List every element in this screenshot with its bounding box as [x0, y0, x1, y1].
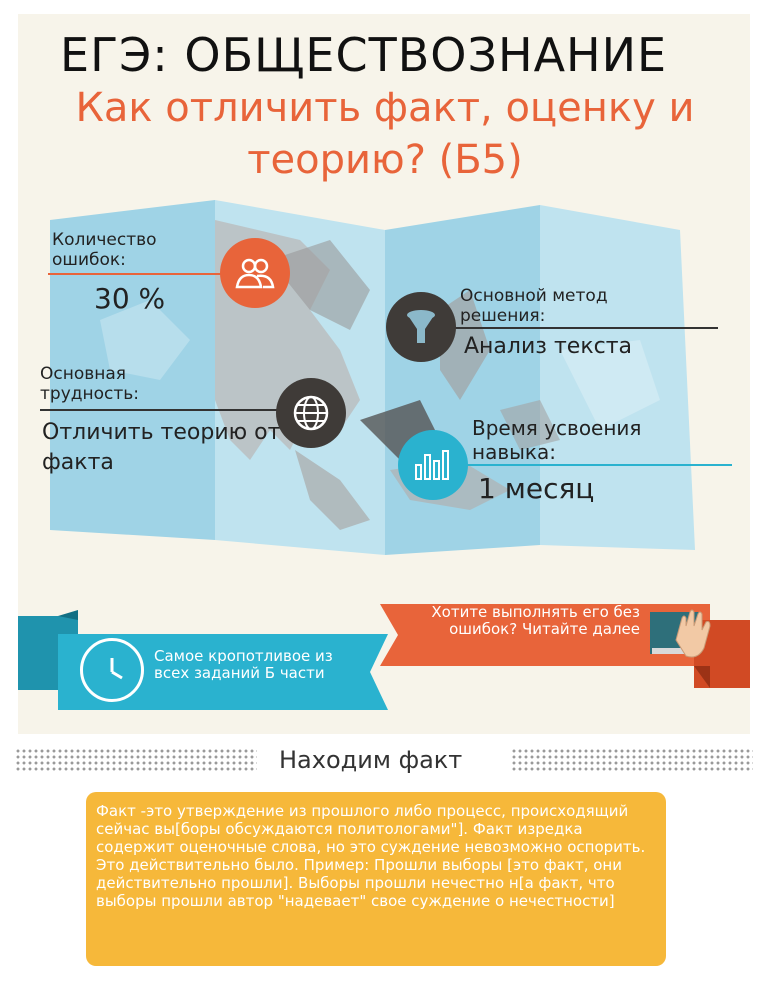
- clock-icon: [80, 638, 144, 702]
- difficulty-label: Основная трудность:: [40, 364, 140, 404]
- difficulty-value: Отличить теорию от факта: [42, 420, 281, 475]
- errors-label: Количество ошибок:: [52, 230, 157, 270]
- bar-chart-icon: [398, 430, 468, 500]
- blue-ribbon-text: Самое кропотливое из всех заданий Б части: [154, 647, 333, 682]
- difficulty-rule: [40, 409, 290, 411]
- errors-value: 30 %: [94, 282, 166, 315]
- time-value: 1 месяц: [478, 472, 595, 505]
- fact-definition-box: [86, 792, 666, 966]
- method-value: Анализ текста: [464, 334, 632, 359]
- section-title: Находим факт: [279, 746, 463, 774]
- book-hand-icon: [648, 604, 716, 662]
- people-icon: [220, 238, 290, 308]
- orange-ribbon-text: Хотите выполнять его без ошибок? Читайте далее: [431, 603, 640, 638]
- errors-rule: [48, 273, 238, 275]
- globe-icon: [276, 378, 346, 448]
- dotted-divider-left: [15, 748, 257, 772]
- funnel-icon: [386, 292, 456, 362]
- time-label: Время усвоения навыка:: [472, 416, 642, 464]
- section-heading: [15, 742, 753, 776]
- page-title: ЕГЭ: ОБЩЕСТВОЗНАНИЕ: [60, 28, 668, 82]
- dotted-divider-right: [511, 748, 753, 772]
- time-rule: [440, 464, 732, 466]
- method-label: Основной метод решения:: [460, 286, 608, 326]
- page-subtitle: Как отличить факт, оценку и теорию? (Б5): [75, 85, 695, 183]
- method-rule: [438, 327, 718, 329]
- fact-definition-text: Факт -это утверждение из прошлого либо процесс, происходящий сейчас вы[боры обсуждаются политологами"]. Факт изредка содержит оценочные слова, но это суждение невозможно оспорить. Это действительно было. Пример: Прошли выборы [это факт, они действительно прошли]. Выборы прошли нечестно н[а факт, что выборы прошли автор "надевает" свое суждение о нечестности]: [96, 802, 646, 910]
